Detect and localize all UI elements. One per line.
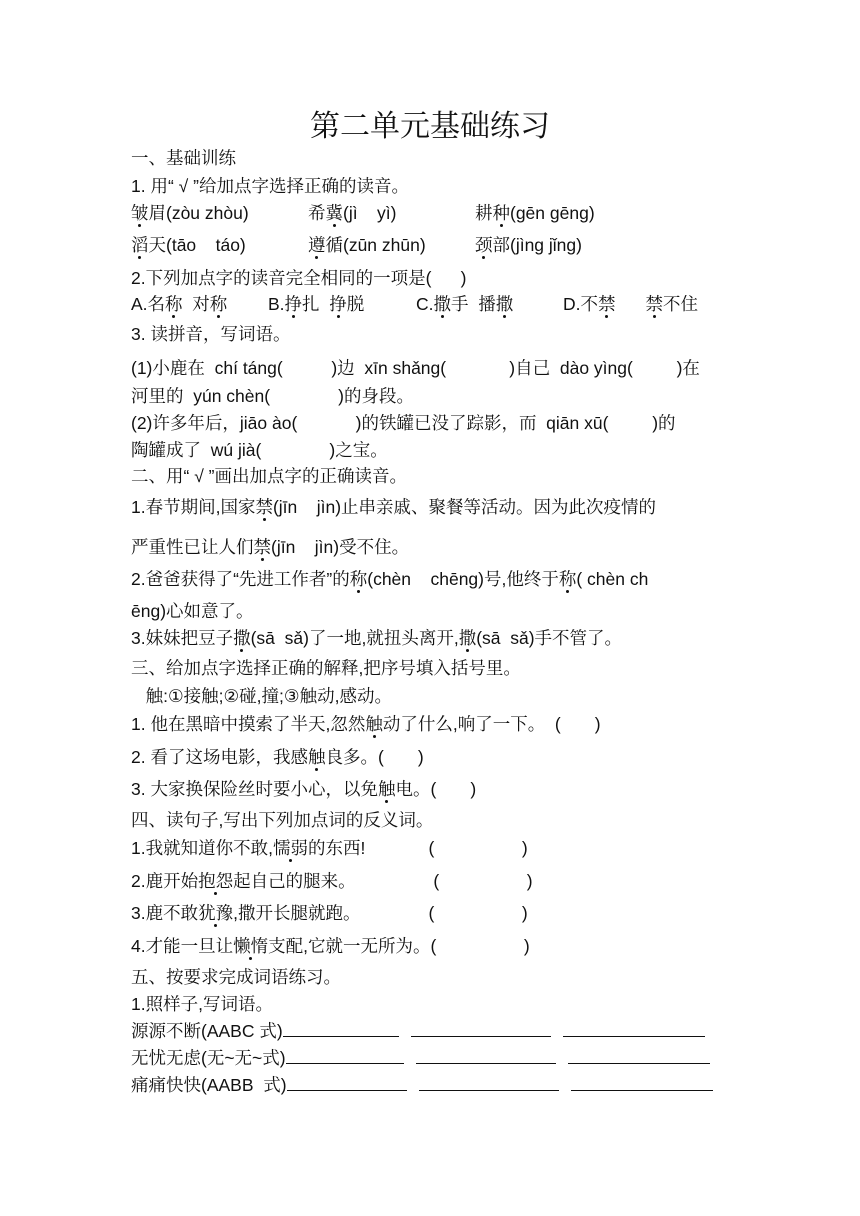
s1-item-taotian: 滔天(tāo táo) bbox=[131, 235, 246, 255]
s5-row-wuwu: 无忧无虑(无~无~式) bbox=[131, 1046, 710, 1070]
dotted-char: 触 bbox=[365, 714, 383, 734]
section-5-heading: 五、按要求完成词语练习。 bbox=[131, 967, 341, 987]
answer-blank[interactable] bbox=[568, 1046, 710, 1064]
s1-pinyin-2b: 陶罐成了 wú jià( )之宝。 bbox=[131, 440, 388, 460]
s5-question-1: 1.照样子,写词语。 bbox=[131, 994, 273, 1014]
s4-question-4: 4.才能一旦让懒惰支配,它就一无所为。( ) bbox=[131, 936, 530, 956]
s3-definition: 触:①接触;②碰,撞;③触动,感动。 bbox=[131, 686, 392, 706]
section-2-heading: 二、用“ √ ”画出加点字的正确读音。 bbox=[131, 466, 407, 486]
dotted-char: 遵 bbox=[308, 235, 326, 255]
answer-blank[interactable] bbox=[416, 1046, 556, 1064]
answer-blank[interactable] bbox=[287, 1073, 407, 1091]
s1-item-gengzhong: 耕种(gēn gēng) bbox=[475, 203, 595, 223]
section-1-heading: 一、基础训练 bbox=[131, 148, 236, 168]
dotted-char: 挣 bbox=[329, 294, 347, 314]
dotted-char: 撒 bbox=[495, 294, 514, 314]
dotted-char: 称 bbox=[349, 569, 368, 589]
dotted-word: 懦弱 bbox=[272, 838, 308, 858]
dotted-char: 触 bbox=[377, 779, 396, 799]
dotted-char: 禁 bbox=[255, 497, 273, 517]
s3-question-3: 3. 大家换保险丝时要小心，以免触电。( ) bbox=[131, 779, 477, 799]
dotted-word: 懒惰 bbox=[233, 936, 269, 956]
answer-blank[interactable] bbox=[283, 1019, 399, 1037]
s3-question-1: 1. 他在黑暗中摸索了半天,忽然触动了什么,响了一下。 ( ) bbox=[131, 714, 601, 734]
s1-question-2: 2.下列加点字的读音完全相同的一项是( ) bbox=[131, 268, 467, 288]
option-a: A.名称 对称 bbox=[131, 294, 228, 314]
s1-question-1: 1. 用“ √ ”给加点字选择正确的读音。 bbox=[131, 176, 409, 196]
dotted-char: 种 bbox=[492, 203, 510, 223]
dotted-char: 挣 bbox=[284, 294, 303, 314]
page-title: 第二单元基础练习 bbox=[310, 109, 550, 144]
dotted-char: 皱 bbox=[131, 203, 149, 223]
dotted-char: 称 bbox=[558, 569, 577, 589]
dotted-char: 撒 bbox=[233, 628, 251, 648]
answer-blank[interactable] bbox=[419, 1073, 559, 1091]
s2-line-1: 1.春节期间,国家禁(jīn jìn)止串亲戚、聚餐等活动。因为此次疫情的 bbox=[131, 497, 657, 517]
s1-item-xiji: 希冀(jì yì) bbox=[308, 203, 397, 223]
dotted-word: 犹豫 bbox=[198, 903, 234, 923]
answer-blank[interactable] bbox=[411, 1019, 551, 1037]
s1-question-3: 3. 读拼音，写词语。 bbox=[131, 324, 291, 344]
answer-blank[interactable] bbox=[563, 1019, 705, 1037]
s1-item-zhoumei: 皱眉(zòu zhòu) bbox=[131, 203, 249, 223]
s4-question-3: 3.鹿不敢犹豫,撒开长腿就跑。 ( ) bbox=[131, 903, 528, 923]
s4-question-2: 2.鹿开始抱怨起自己的腿来。 ( ) bbox=[131, 871, 533, 891]
option-d: D.不禁 禁不住 bbox=[563, 294, 698, 314]
dotted-char: 禁 bbox=[645, 294, 663, 314]
dotted-char: 滔 bbox=[131, 235, 149, 255]
s5-row-aabc: 源源不断(AABC 式) bbox=[131, 1019, 705, 1043]
dotted-char: 称 bbox=[209, 294, 228, 314]
answer-blank[interactable] bbox=[571, 1073, 713, 1091]
s2-line-3: 2.爸爸获得了“先进工作者”的称(chèn chēng)号,他终于称( chèn ch bbox=[131, 569, 649, 589]
s2-line-2: 严重性已让人们禁(jīn jìn)受不住。 bbox=[131, 537, 410, 557]
s1-pinyin-2a: (2)许多年后，jiāo ào( )的铁罐已没了踪影，而 qiān xū( )的 bbox=[131, 413, 676, 433]
s5-row-aabb: 痛痛快快(AABB 式) bbox=[131, 1073, 713, 1097]
dotted-char: 颈 bbox=[475, 235, 493, 255]
option-c: C.撒手 播撒 bbox=[416, 294, 514, 314]
s1-item-zunxun: 遵循(zūn zhūn) bbox=[308, 235, 426, 255]
dotted-char: 禁 bbox=[253, 537, 271, 557]
s4-question-1: 1.我就知道你不敢,懦弱的东西! ( ) bbox=[131, 838, 528, 858]
s2-line-4: ēng)心如意了。 bbox=[131, 601, 254, 621]
s1-pinyin-1a: (1)小鹿在 chí táng( )边 xīn shǎng( )自己 dào yìng( )在 bbox=[131, 358, 700, 378]
s1-item-jingbu: 颈部(jìng jǐng) bbox=[475, 235, 582, 255]
dotted-char: 撒 bbox=[433, 294, 451, 314]
dotted-char: 触 bbox=[307, 747, 326, 767]
section-3-heading: 三、给加点字选择正确的解释,把序号填入括号里。 bbox=[131, 658, 521, 678]
dotted-char: 冀 bbox=[325, 203, 343, 223]
section-4-heading: 四、读句子,写出下列加点词的反义词。 bbox=[131, 810, 434, 830]
s1-pinyin-1b: 河里的 yún chèn( )的身段。 bbox=[131, 386, 414, 406]
s3-question-2: 2. 看了这场电影，我感触良多。( ) bbox=[131, 747, 424, 767]
dotted-char: 撒 bbox=[458, 628, 477, 648]
dotted-char: 禁 bbox=[598, 294, 616, 314]
dotted-char: 称 bbox=[165, 294, 183, 314]
s2-line-5: 3.妹妹把豆子撒(sā sǎ)了一地,就扭头离开,撒(sā sǎ)手不管了。 bbox=[131, 628, 623, 648]
dotted-word: 抱怨 bbox=[198, 871, 234, 891]
option-b: B.挣扎 挣脱 bbox=[268, 294, 365, 314]
answer-blank[interactable] bbox=[286, 1046, 404, 1064]
